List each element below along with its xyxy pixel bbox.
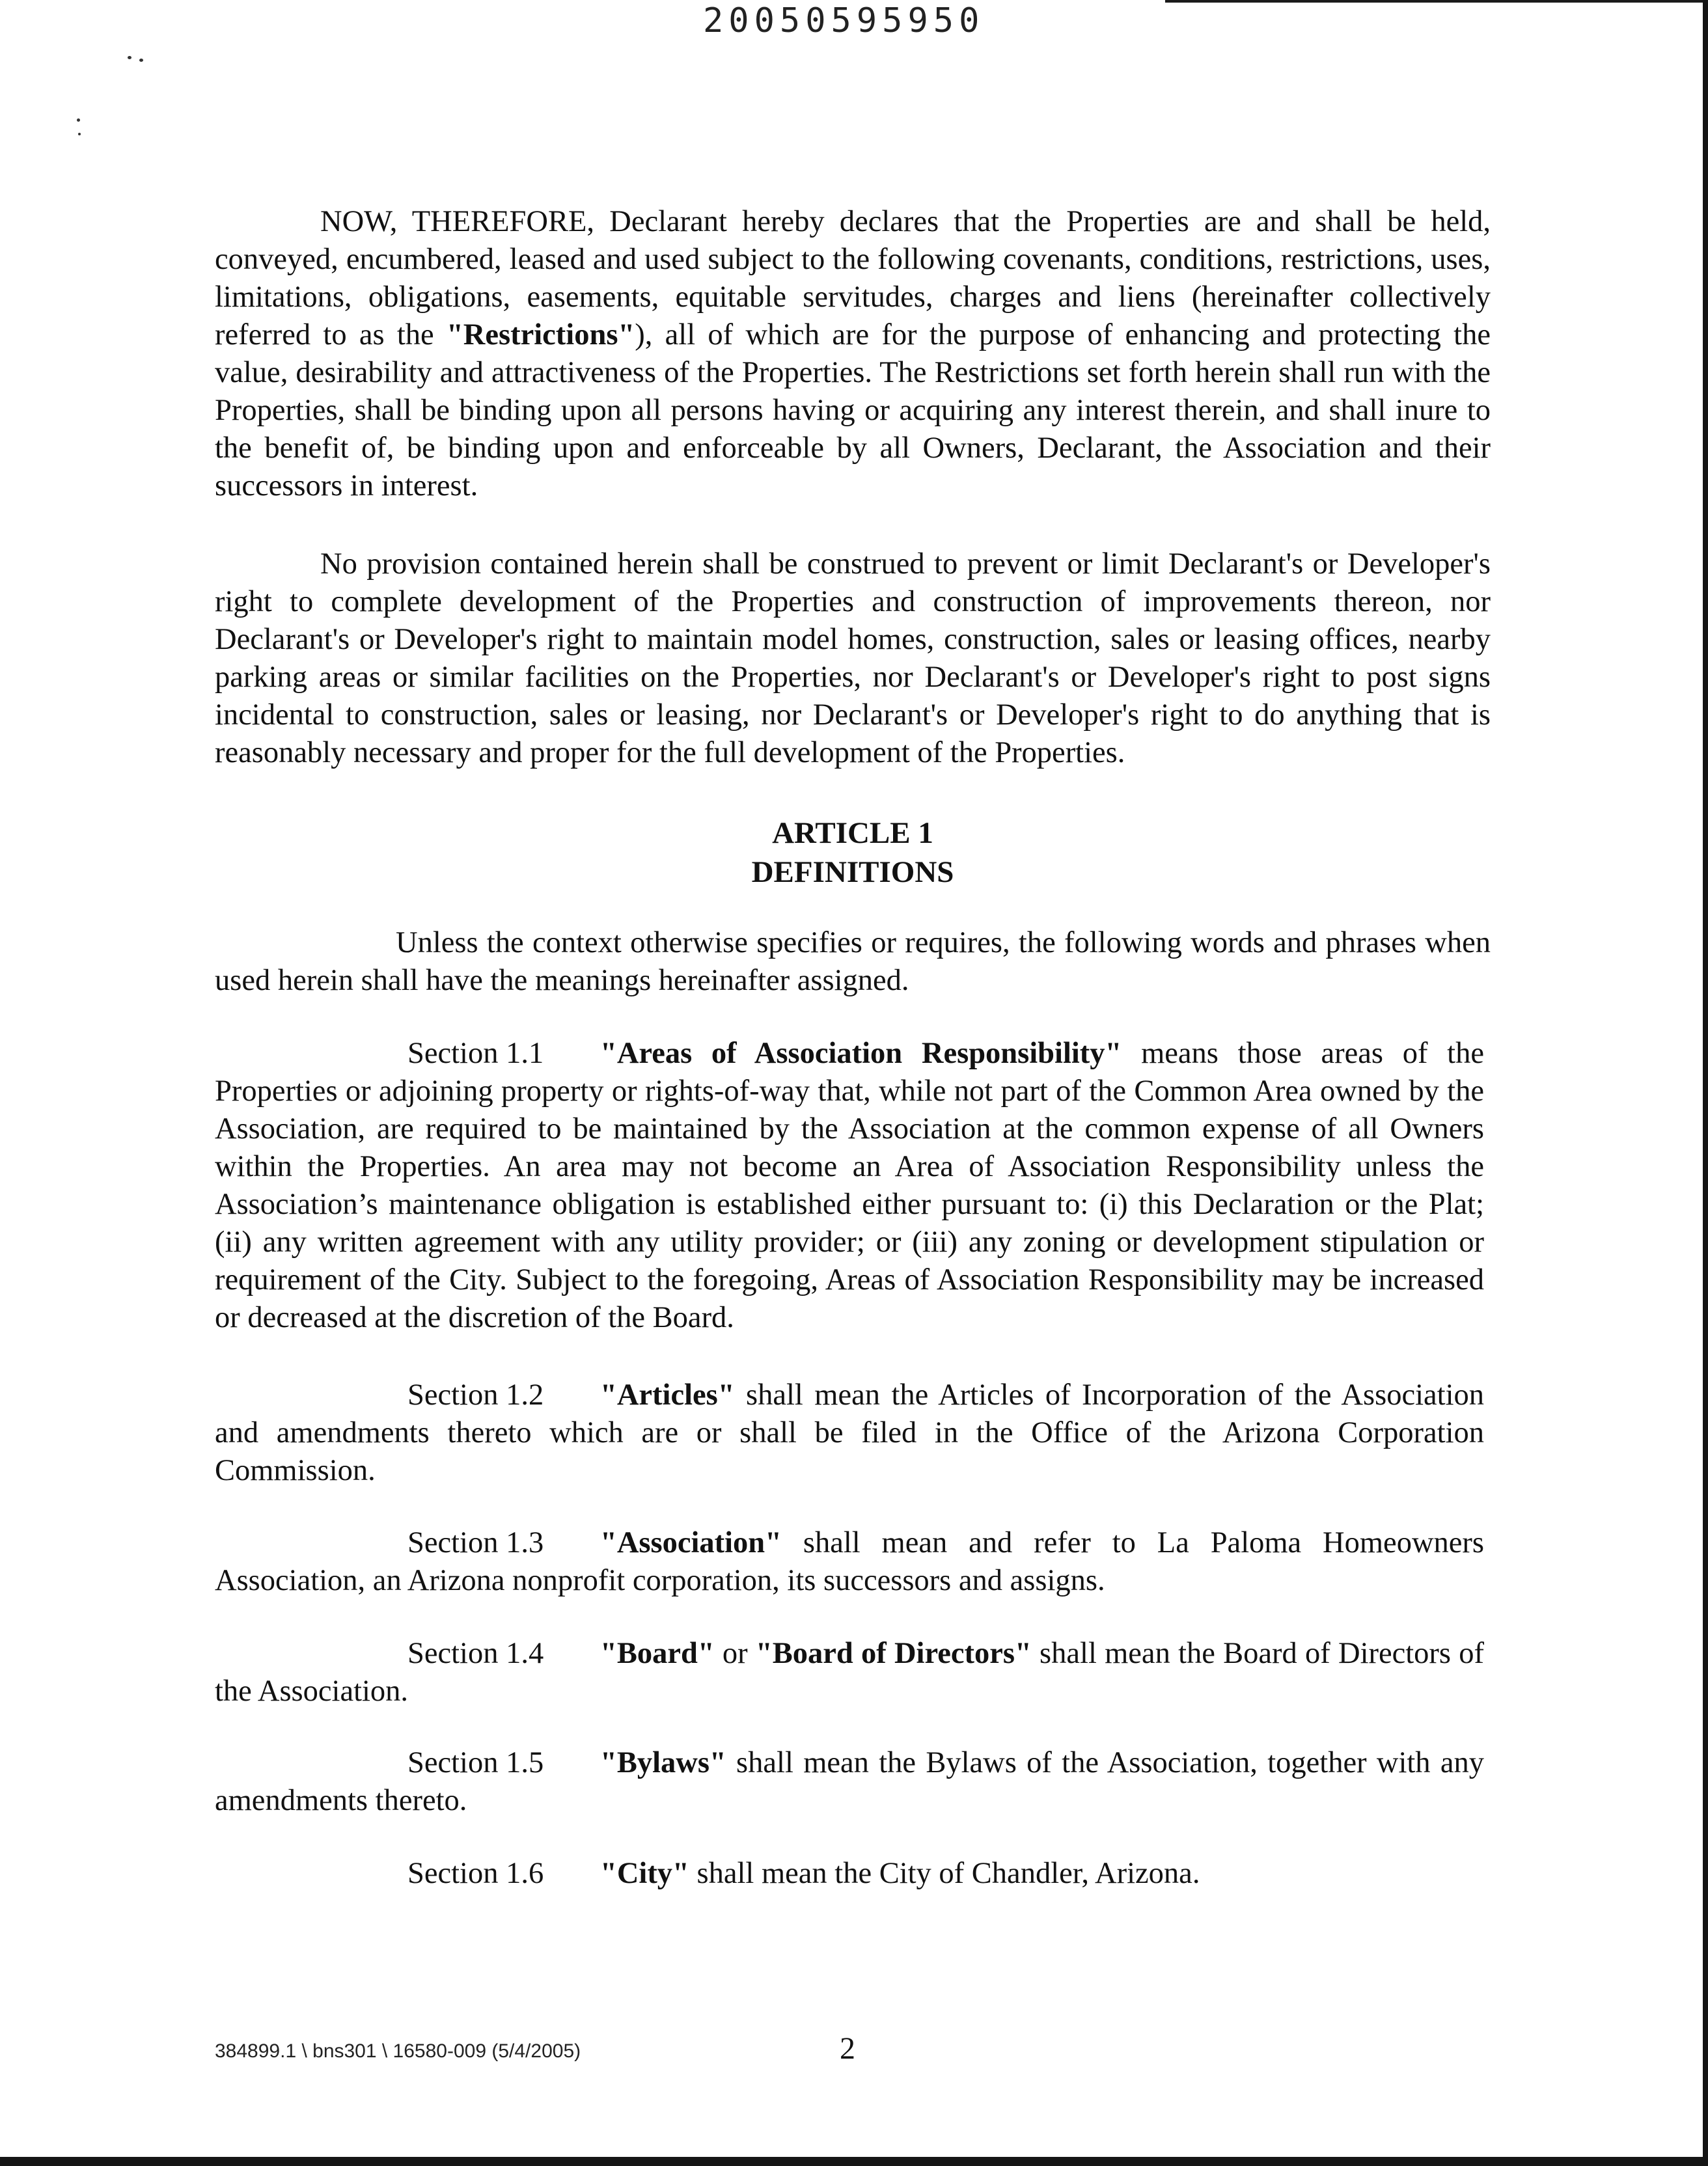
article-number: ARTICLE 1 [772, 816, 933, 850]
section-label: Section 1.1 [407, 1037, 544, 1070]
section-label: Section 1.4 [407, 1637, 544, 1670]
intro-paragraph-2: No provision contained herein shall be construed to prevent or limit Declarant's or Developer's right to complete development of the Properties and construction of improvements thereon, nor Declarant's or Developer's right to maintain model homes, construction, sales or leasing offices, nearby parking areas or similar facilities on the Properties, nor Declarant's or Developer's right to post signs incidental to construction, sales or leasing, nor Declarant's or Developer's right to do anything that is reasonably necessary and proper for the full development of the Properties. [215, 547, 1491, 769]
scan-speck [77, 118, 80, 122]
scan-edge-bottom [0, 2157, 1708, 2166]
section-text: shall mean the Articles of Incorporation of the Association and amendments thereto which are or shall be filed in the Office of the Arizona Corporation Commission. [215, 1378, 1484, 1487]
section-text-connector: or [714, 1637, 756, 1670]
section-1-6 [215, 1855, 1484, 1893]
defined-term: "Bylaws" [600, 1746, 726, 1779]
section-text: shall mean and refer to La Paloma Homeowners Association, an Arizona nonprofit corporation, its successors and assigns. [215, 1526, 1484, 1597]
footer-document-reference: 384899.1 \ bns301 \ 16580-009 (5/4/2005) [215, 2040, 581, 2062]
defined-term-alt: "Board of Directors" [755, 1637, 1032, 1670]
defined-term: "City" [600, 1857, 689, 1890]
scan-speck [128, 56, 131, 59]
section-label: Section 1.6 [407, 1857, 544, 1890]
defined-term: "Areas of Association Responsibility" [600, 1037, 1122, 1070]
defined-term: "Articles" [600, 1378, 735, 1412]
page-number: 2 [840, 2031, 855, 2066]
document-recording-number: 20050595950 [703, 1, 985, 40]
section-1-4 [215, 1635, 1484, 1710]
article-intro: Unless the context otherwise specifies or requires, the following words and phrases when used herein shall have the meanings hereinafter assigned. [215, 926, 1491, 997]
scan-edge-top [1165, 0, 1708, 3]
intro-paragraph-1-text-cont: ), all of which are for the purpose of enhancing and protecting the value, desirability and attractiveness of the Properties. The Restrictions set forth herein shall run with the Properties, shall be binding upon all persons having or acquiring any interest therein, and shall inure to the benefit of, be binding upon and enforceable by all Owners, Declarant, the Association and their successors in interest. [215, 318, 1491, 502]
scan-speck [78, 133, 81, 135]
restrictions-term: "Restrictions" [446, 318, 635, 351]
section-label: Section 1.3 [407, 1526, 544, 1559]
section-text: shall mean the Board of Directors of the Association. [215, 1637, 1484, 1708]
defined-term: "Association" [600, 1526, 782, 1559]
section-label: Section 1.5 [407, 1746, 544, 1779]
intro-paragraph-1 [215, 203, 1491, 505]
article-title: DEFINITIONS [751, 855, 954, 889]
section-1-3 [215, 1524, 1484, 1600]
intro-paragraph-1-text: NOW, THEREFORE, Declarant hereby declares that the Properties are and shall be held, conveyed, encumbered, leased and used subject to the following covenants, conditions, restrictions, uses, limitations, obligations, easements, equitable servitudes, charges and liens (hereinafter collectively referred to as the [215, 205, 1491, 351]
scan-edge-right [1703, 0, 1708, 2166]
section-text: means those areas of the Properties or adjoining property or rights-of-way that, while not part of the Common Area owned by the Association, are required to be maintained by the Association at the common expense of all Owners within the Properties. An area may not become an Area of Association Responsibility unless the Association’s maintenance obligation is established either pursuant to: (i) this Declaration or the Plat; (ii) any written agreement with any utility provider; or (iii) any zoning or development stipulation or requirement of the City. Subject to the foregoing, Areas of Association Responsibility may be increased or decreased at the discretion of the Board. [215, 1037, 1484, 1334]
section-text: shall mean the City of Chandler, Arizona. [689, 1857, 1200, 1890]
section-text: shall mean the Bylaws of the Association, together with any amendments thereto. [215, 1746, 1484, 1817]
section-1-2 [215, 1377, 1484, 1490]
section-label: Section 1.2 [407, 1378, 544, 1412]
section-1-5 [215, 1744, 1484, 1820]
section-1-1 [215, 1035, 1484, 1337]
defined-term: "Board" [600, 1637, 715, 1670]
scan-speck [139, 59, 143, 62]
